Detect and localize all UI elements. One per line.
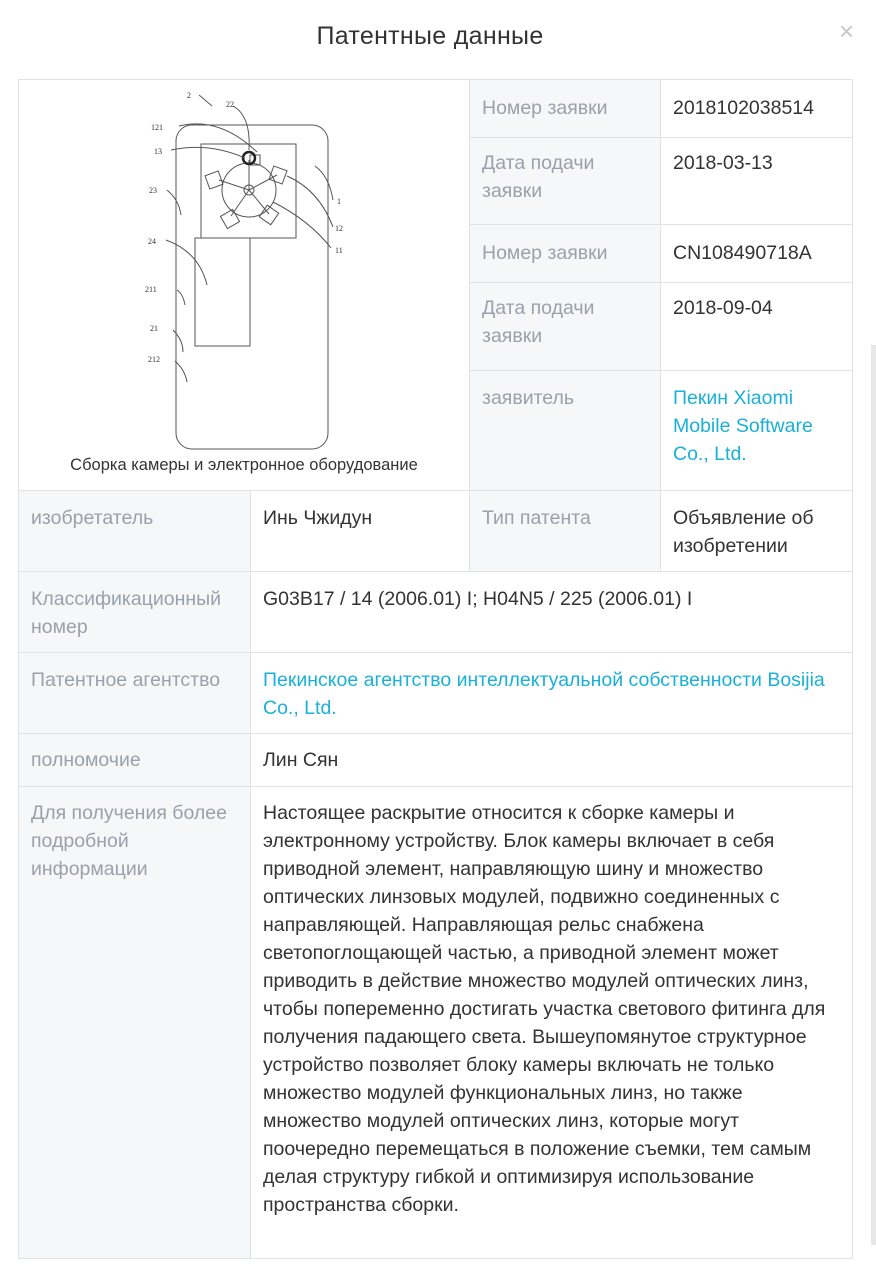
svg-text:13: 13 [154, 147, 162, 156]
filing-date-label: Дата подачи заявки [470, 138, 661, 225]
abstract-text: Настоящее раскрытие относится к сборке камеры и электронному устройству. Блок камеры включает в себя приводной элемент, направляющую шину и множество оптических линзовых модулей, подвижно соединенных с направляющей. Направляющая рельс снабжена светопоглощающей частью, а приводной элемент может приводить в действие множество модулей оптических линз, чтобы попеременно достигать участка светового фитинга для получения падающего света. Вышеупомянутое структурное устройство позволяет блоку камеры включать не только множество модулей функциональных линз, но также множество модулей оптических линз, которые могут поочередно перемещаться в положение съемки, тем самым делая структуру гибкой и оптимизируя использование пространства сборки. [251, 787, 853, 1259]
svg-text:24: 24 [148, 237, 156, 246]
figure-reference-numbers [145, 91, 343, 364]
application-number-label: Номер заявки [470, 80, 661, 138]
inventor-label: изобретатель [19, 491, 251, 572]
svg-text:211: 211 [145, 285, 157, 294]
patent-agency-label: Патентное агентство [19, 653, 251, 734]
svg-text:121: 121 [151, 123, 163, 132]
publication-number-value: CN108490718A [661, 225, 853, 283]
publication-date-value: 2018-09-04 [661, 283, 853, 371]
svg-text:212: 212 [148, 355, 160, 364]
svg-text:1: 1 [337, 197, 341, 206]
publication-number-label: Номер заявки [470, 225, 661, 283]
svg-text:12: 12 [335, 224, 343, 233]
applicant-link[interactable]: Пекин Xiaomi Mobile Software Co., Ltd. [661, 371, 853, 491]
dialog-title: Патентные данные [316, 22, 544, 50]
applicant-label: заявитель [470, 371, 661, 491]
patent-type-value: Объявление об изобретении [661, 491, 853, 572]
svg-text:21: 21 [150, 324, 158, 333]
filing-date-value: 2018-03-13 [661, 138, 853, 225]
scrollbar[interactable] [871, 345, 876, 1245]
attorney-label: полномочие [19, 734, 251, 787]
publication-date-label: Дата подачи заявки [470, 283, 661, 371]
drawing-caption: Сборка камеры и электронное оборудование [70, 456, 418, 474]
patent-agency-link[interactable]: Пекинское агентство интеллектуальной собственности Bosijia Co., Ltd. [251, 653, 853, 734]
patent-details-table [18, 79, 853, 1259]
close-icon[interactable]: × [838, 16, 854, 46]
light-absorbing-part [195, 238, 250, 346]
svg-text:23: 23 [149, 186, 157, 195]
abstract-label: Для получения более подробной информации [19, 787, 251, 1259]
svg-text:2: 2 [187, 91, 191, 100]
patent-drawing-cell [19, 80, 470, 491]
device-outline [176, 125, 328, 449]
classification-value: G03B17 / 14 (2006.01) I; H04N5 / 225 (2006.01) I [251, 572, 853, 653]
svg-text:11: 11 [335, 246, 343, 255]
patent-drawing-image[interactable] [19, 80, 470, 490]
inventor-value: Инь Чжидун [251, 491, 470, 572]
application-number-value: 2018102038514 [661, 80, 853, 138]
svg-text:22: 22 [226, 100, 234, 109]
classification-label: Классификационный номер [19, 572, 251, 653]
patent-type-label: Тип патента [470, 491, 661, 572]
attorney-value: Лин Сян [251, 734, 853, 787]
